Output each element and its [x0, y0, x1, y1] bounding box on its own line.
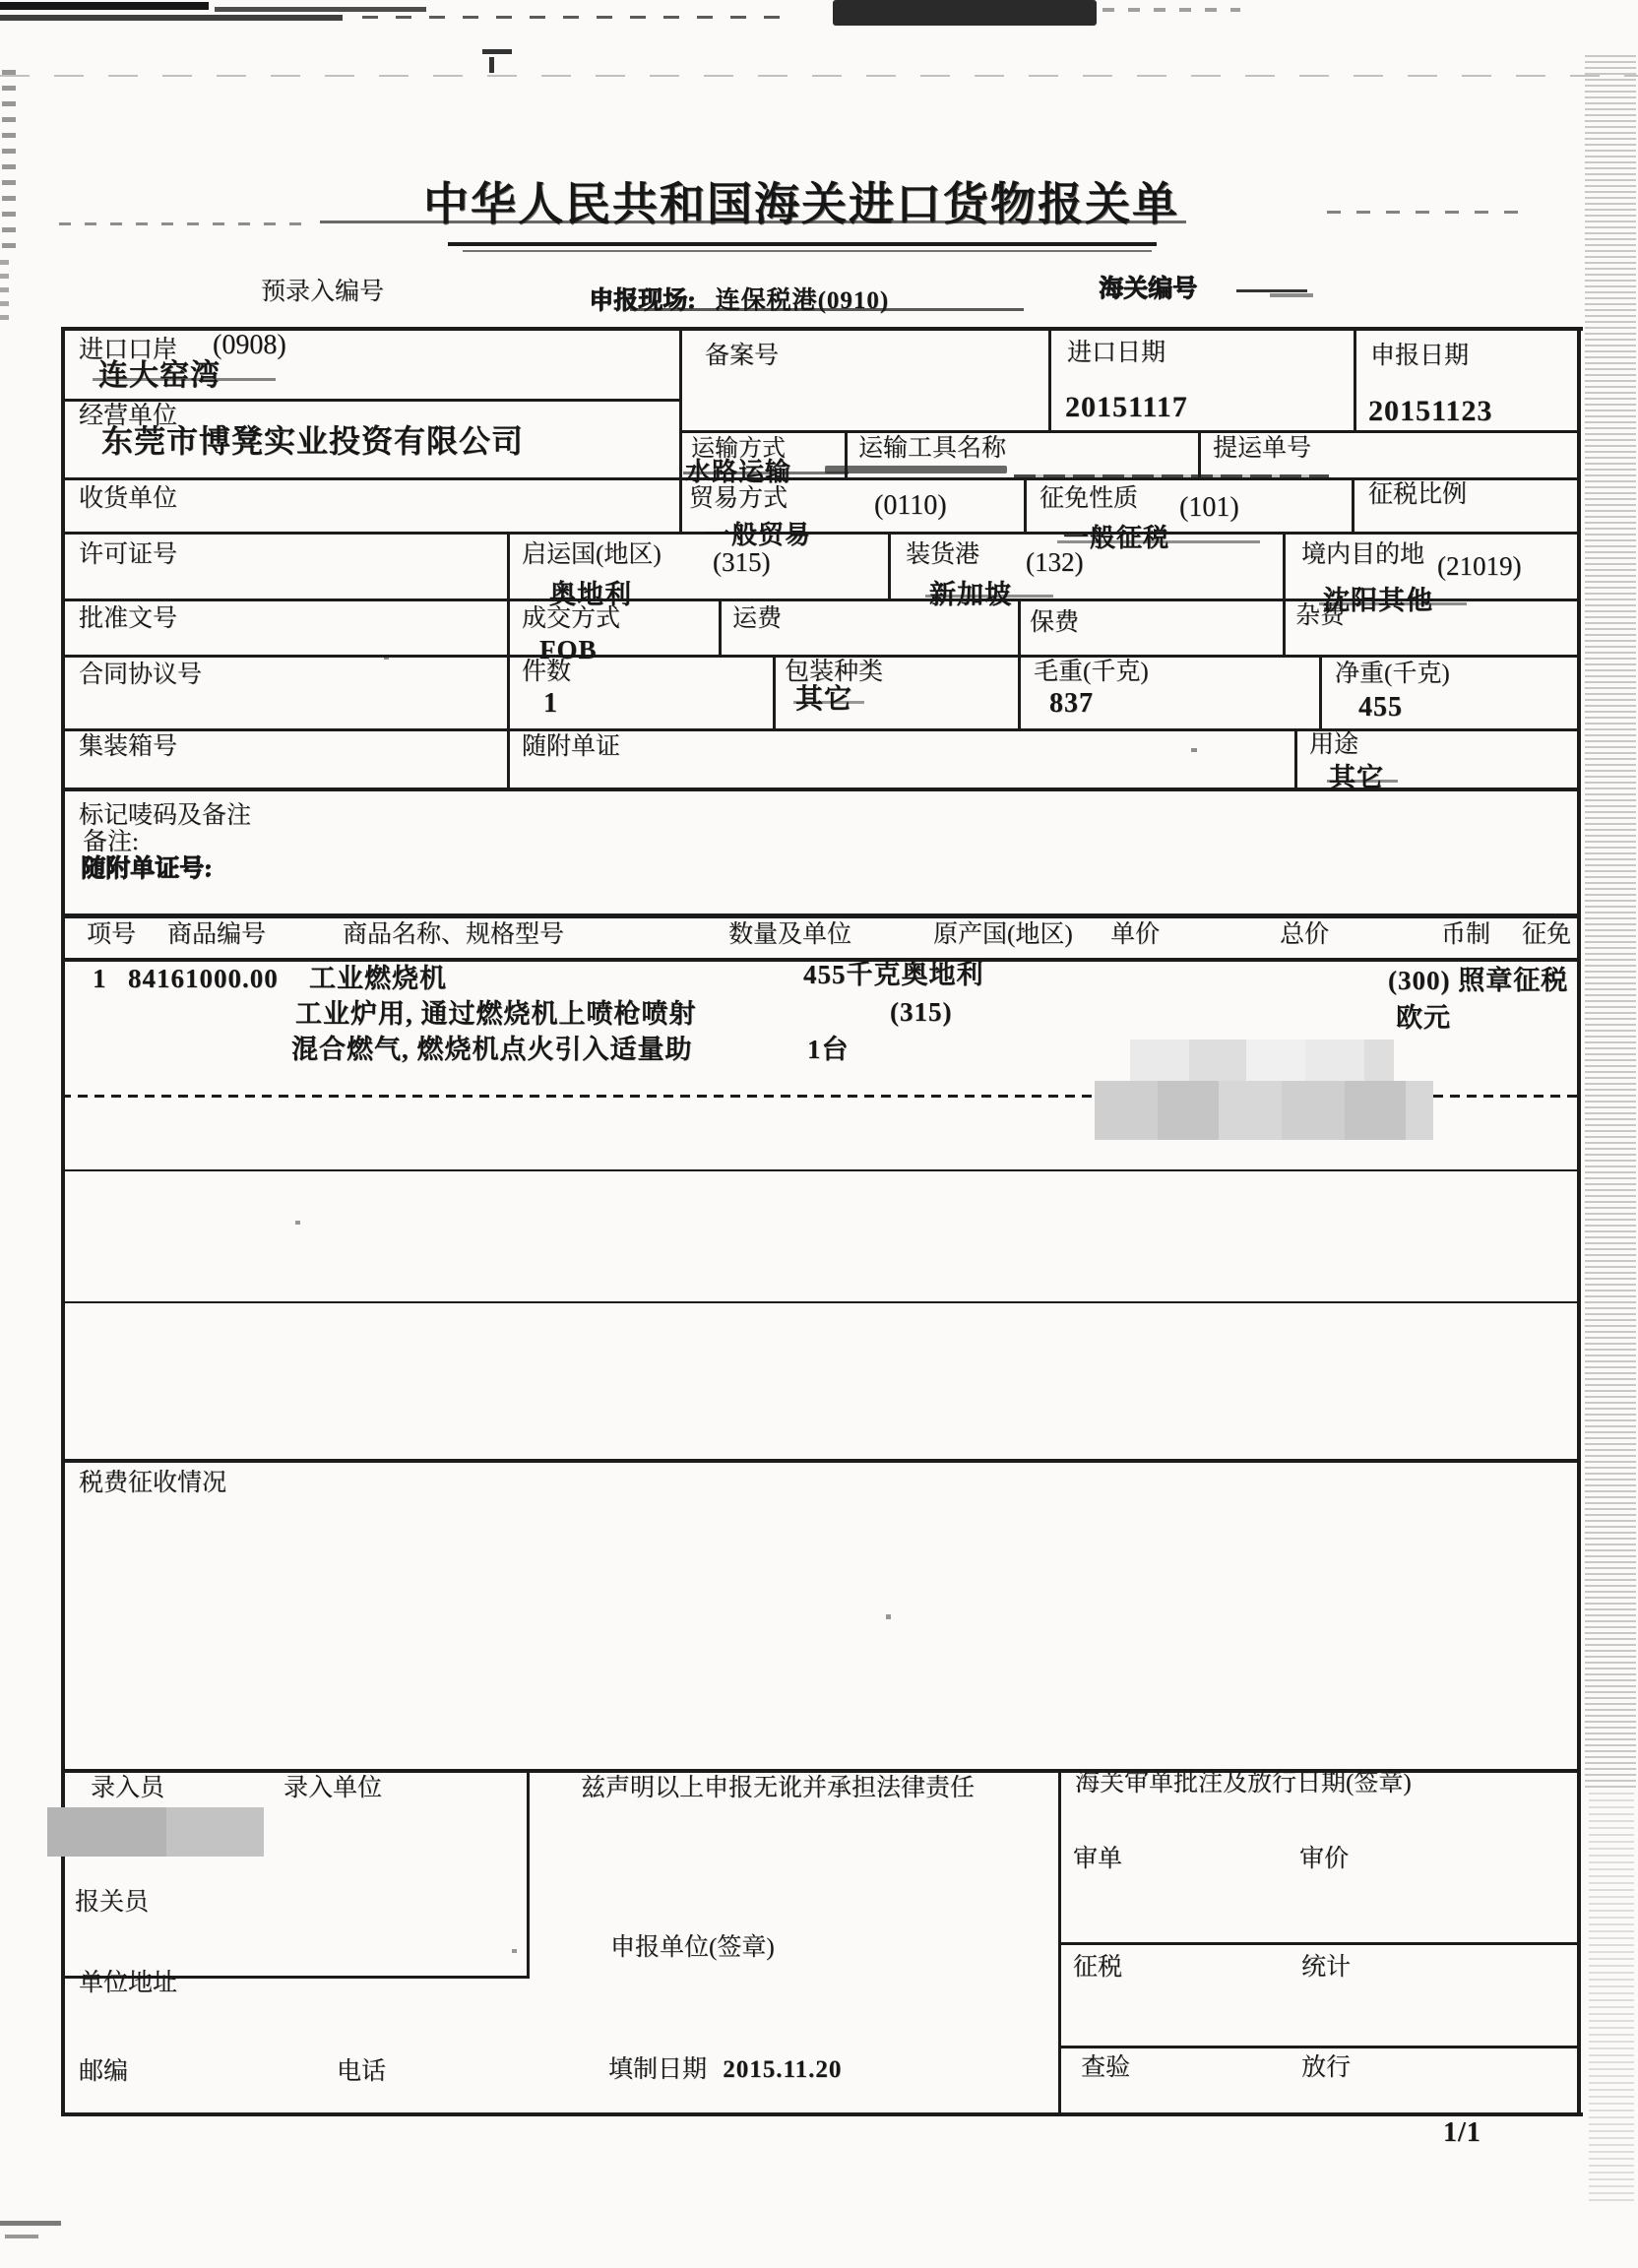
scan-noise [512, 1949, 517, 1953]
scan-noise [1327, 211, 1519, 214]
levy-nature-label: 征免性质 [1040, 485, 1139, 512]
trade-mode-code: (0110) [874, 490, 947, 521]
attached-docs-label: 随附单证 [522, 733, 621, 760]
destination-label: 境内目的地 [1301, 541, 1425, 568]
redaction-price-mosaic [1130, 1040, 1394, 1083]
page-title: 中华人民共和国海关进口货物报关单 [423, 179, 1179, 229]
goods-header-total-price: 总价 [1280, 921, 1330, 948]
item-qty-line2: (315) [890, 997, 953, 1027]
item-code: 84161000.00 [128, 964, 279, 993]
packages-value: 1 [543, 688, 558, 719]
loading-port-label: 装货港 [906, 541, 980, 568]
marks-attached-no-label: 随附单证号: [81, 855, 213, 882]
declare-site-label: 申报现场: [589, 287, 696, 314]
entry-unit-label: 录入单位 [284, 1775, 383, 1801]
scan-noise [1191, 748, 1197, 752]
tax-section-label: 税费征收情况 [79, 1470, 227, 1496]
declare-site-value: 连保税港(0910) [715, 287, 890, 314]
item-qty-line1: 455千克奥地利 [803, 960, 984, 989]
item-qty-line3: 1台 [807, 1035, 850, 1064]
scan-noise [482, 49, 512, 54]
page-number: 1/1 [1443, 2117, 1481, 2148]
gross-weight-value: 837 [1049, 688, 1094, 719]
fill-date-label: 填制日期 [608, 2056, 708, 2083]
scan-noise [1236, 289, 1307, 292]
fill-date-value: 2015.11.20 [723, 2056, 843, 2083]
packages-label: 件数 [522, 659, 572, 685]
scan-noise [0, 75, 1638, 77]
goods-header-unit-price: 单价 [1110, 921, 1161, 948]
item-name-line3: 混合燃气, 燃烧机点火引入适量助 [291, 1035, 693, 1064]
scan-noise [825, 466, 1007, 473]
license-no-label: 许可证号 [79, 541, 178, 568]
goods-header-levy: 征免 [1522, 921, 1572, 948]
usage-value: 其它 [1329, 763, 1384, 792]
loading-port-value: 新加坡 [929, 580, 1012, 609]
customs-no-label: 海关编号 [1099, 276, 1198, 302]
import-port-code: (0908) [213, 330, 286, 360]
review-label: 审单 [1073, 1846, 1123, 1872]
trade-mode-label: 贸易方式 [689, 485, 788, 512]
levy-tax-label: 征税 [1073, 1954, 1123, 1981]
levy-nature-value: 一般征税 [1063, 524, 1170, 552]
postcode-label: 邮编 [79, 2058, 129, 2085]
scan-noise [0, 15, 343, 21]
operator-value: 东莞市博凳实业投资有限公司 [101, 423, 525, 459]
import-date-value: 20151117 [1065, 391, 1188, 423]
redaction-entry-clerk [47, 1807, 264, 1857]
goods-header-qty: 数量及单位 [728, 921, 852, 948]
declare-date-label: 申报日期 [1370, 343, 1470, 369]
scan-noise [0, 2221, 61, 2226]
approval-no-label: 批准文号 [79, 605, 178, 632]
net-weight-label: 净重(千克) [1335, 661, 1450, 687]
freight-label: 运费 [732, 605, 783, 632]
item-name-line2: 工业炉用, 通过燃烧机上喷枪喷射 [295, 999, 697, 1029]
phone-label: 电话 [337, 2058, 387, 2085]
broker-label: 报关员 [75, 1889, 150, 1916]
package-type-value: 其它 [795, 684, 853, 715]
goods-header-origin: 原产国(地区) [933, 921, 1073, 948]
item-no: 1 [93, 964, 107, 993]
scan-noise [0, 251, 9, 320]
declare-site [589, 288, 889, 314]
record-no-label: 备案号 [705, 343, 780, 369]
scan-noise [0, 2, 209, 10]
consignee-label: 收货单位 [79, 485, 178, 512]
scan-noise [833, 0, 1097, 26]
levy-nature-code: (101) [1179, 492, 1239, 523]
pre-entry-label: 预录入编号 [261, 279, 385, 305]
redaction-price-mosaic [1095, 1081, 1433, 1140]
scan-noise [215, 7, 426, 12]
misc-fees-label: 杂费 [1295, 602, 1346, 629]
scan-noise [59, 222, 315, 225]
scan-noise [1270, 293, 1313, 297]
transport-mode-label: 运输方式 [691, 436, 786, 462]
item-levy-type: (300) 照章征税 [1388, 966, 1569, 995]
loading-port-code: (132) [1026, 547, 1084, 577]
scan-noise [886, 1614, 891, 1619]
goods-header-currency: 币制 [1441, 921, 1491, 948]
departure-country-label: 启运国(地区) [522, 541, 662, 568]
departure-country-code: (315) [713, 547, 771, 577]
declare-unit-label: 申报单位(签章) [610, 1934, 775, 1961]
entry-clerk-label: 录入员 [91, 1775, 165, 1801]
statistics-label: 统计 [1301, 1954, 1352, 1981]
destination-value: 沈阳其他 [1323, 586, 1433, 615]
goods-header-item-no: 项号 [87, 921, 137, 948]
scan-noise [489, 57, 494, 73]
price-review-label: 审价 [1299, 1846, 1350, 1872]
transaction-mode-label: 成交方式 [522, 605, 621, 632]
gross-weight-label: 毛重(千克) [1034, 659, 1149, 685]
inspect-label: 查验 [1081, 2054, 1131, 2081]
unit-address-label: 单位地址 [79, 1970, 178, 1996]
contract-no-label: 合同协议号 [79, 662, 203, 688]
goods-header-name: 商品名称、规格型号 [343, 921, 565, 948]
transaction-mode-value: FOB [539, 635, 598, 664]
destination-code: (21019) [1437, 551, 1522, 581]
item-name-line1: 工业燃烧机 [309, 964, 447, 993]
release-label: 放行 [1301, 2054, 1352, 2081]
declare-date-value: 20151123 [1368, 395, 1493, 427]
marks-label: 标记唛码及备注 [79, 802, 252, 829]
declaration-statement: 兹声明以上申报无讹并承担法律责任 [581, 1775, 976, 1801]
goods-header-code: 商品编号 [167, 921, 267, 948]
scan-noise [1102, 8, 1240, 12]
scan-noise [5, 2235, 38, 2238]
trade-mode-value: 一般贸易 [705, 521, 812, 549]
scan-noise [362, 16, 786, 19]
marks-note-label: 备注: [83, 829, 139, 855]
import-port-label: 进口口岸 [79, 337, 178, 363]
tax-ratio-label: 征税比例 [1368, 481, 1468, 508]
transport-mode-value: 水路运输 [685, 458, 792, 486]
bill-no-label: 提运单号 [1213, 435, 1312, 462]
fill-date [608, 2057, 842, 2083]
usage-label: 用途 [1309, 731, 1359, 758]
container-no-label: 集装箱号 [79, 733, 178, 760]
item-currency: 欧元 [1396, 1003, 1451, 1033]
package-type-label: 包装种类 [785, 659, 884, 685]
import-port-value: 连大窑湾 [98, 359, 220, 392]
scan-noise-right-band [1585, 55, 1636, 1788]
scan-noise [2, 61, 16, 248]
net-weight-value: 455 [1358, 692, 1403, 723]
operator-label: 经营单位 [79, 403, 178, 429]
transport-tool-label: 运输工具名称 [858, 435, 1007, 462]
departure-country-value: 奥地利 [549, 580, 632, 609]
import-date-label: 进口日期 [1067, 340, 1166, 366]
scan-noise-right-band [1589, 1788, 1634, 2201]
insurance-label: 保费 [1030, 609, 1080, 636]
scan-noise [295, 1221, 300, 1225]
customs-note-label: 海关审单批注及放行日期(签章) [1075, 1770, 1412, 1796]
